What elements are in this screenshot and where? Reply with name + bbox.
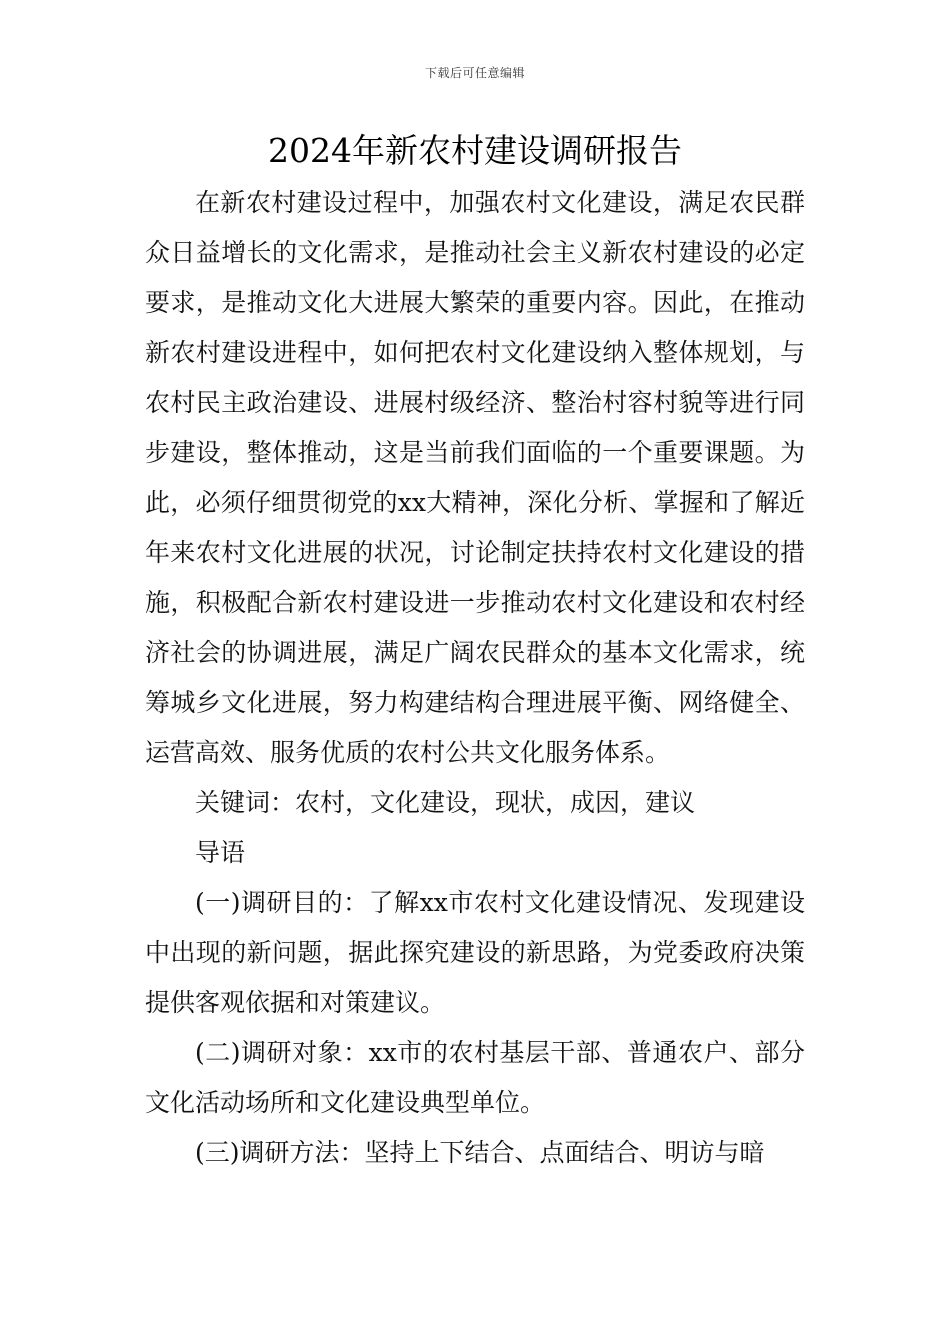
research-subjects-paragraph: (二)调研对象：xx市的农村基层干部、普通农户、部分文化活动场所和文化建设典型单位。	[145, 1038, 805, 1117]
intro-heading: 导语	[195, 838, 246, 867]
document-body	[145, 178, 805, 1178]
abstract-paragraph: 在新农村建设过程中，加强农村文化建设，满足农民群众日益增长的文化需求，是推动社会主义新农村建设的必定要求，是推动文化大进展大繁荣的重要内容。因此，在推动新农村建设进程中，如何把农村文化建设纳入整体规划，与农村民主政治建设、进展村级经济、整治村容村貌等进行同步建设，整体推动，这是当前我们面临的一个重要课题。为此，必须仔细贯彻党的xx大精神，深化分析、掌握和了解近年来农村文化进展的状况，讨论制定扶持农村文化建设的措施，积极配合新农村建设进一步推动农村文化建设和农村经济社会的协调进展，满足广阔农民群众的基本文化需求，统筹城乡文化进展，努力构建结构合理进展平衡、网络健全、运营高效、服务优质的农村公共文化服务体系。	[145, 188, 805, 767]
research-purpose-paragraph: (一)调研目的：了解xx市农村文化建设情况、发现建设中出现的新问题，据此探究建设的新思路，为党委政府决策提供客观依据和对策建议。	[145, 888, 805, 1017]
keywords-paragraph: 关键词：农村，文化建设，现状，成因，建议	[195, 788, 696, 817]
research-method-paragraph: (三)调研方法：坚持上下结合、点面结合、明访与暗	[195, 1138, 765, 1167]
document-title: 2024年新农村建设调研报告	[268, 131, 682, 170]
page-header-note: 下载后可任意编辑	[424, 66, 525, 80]
